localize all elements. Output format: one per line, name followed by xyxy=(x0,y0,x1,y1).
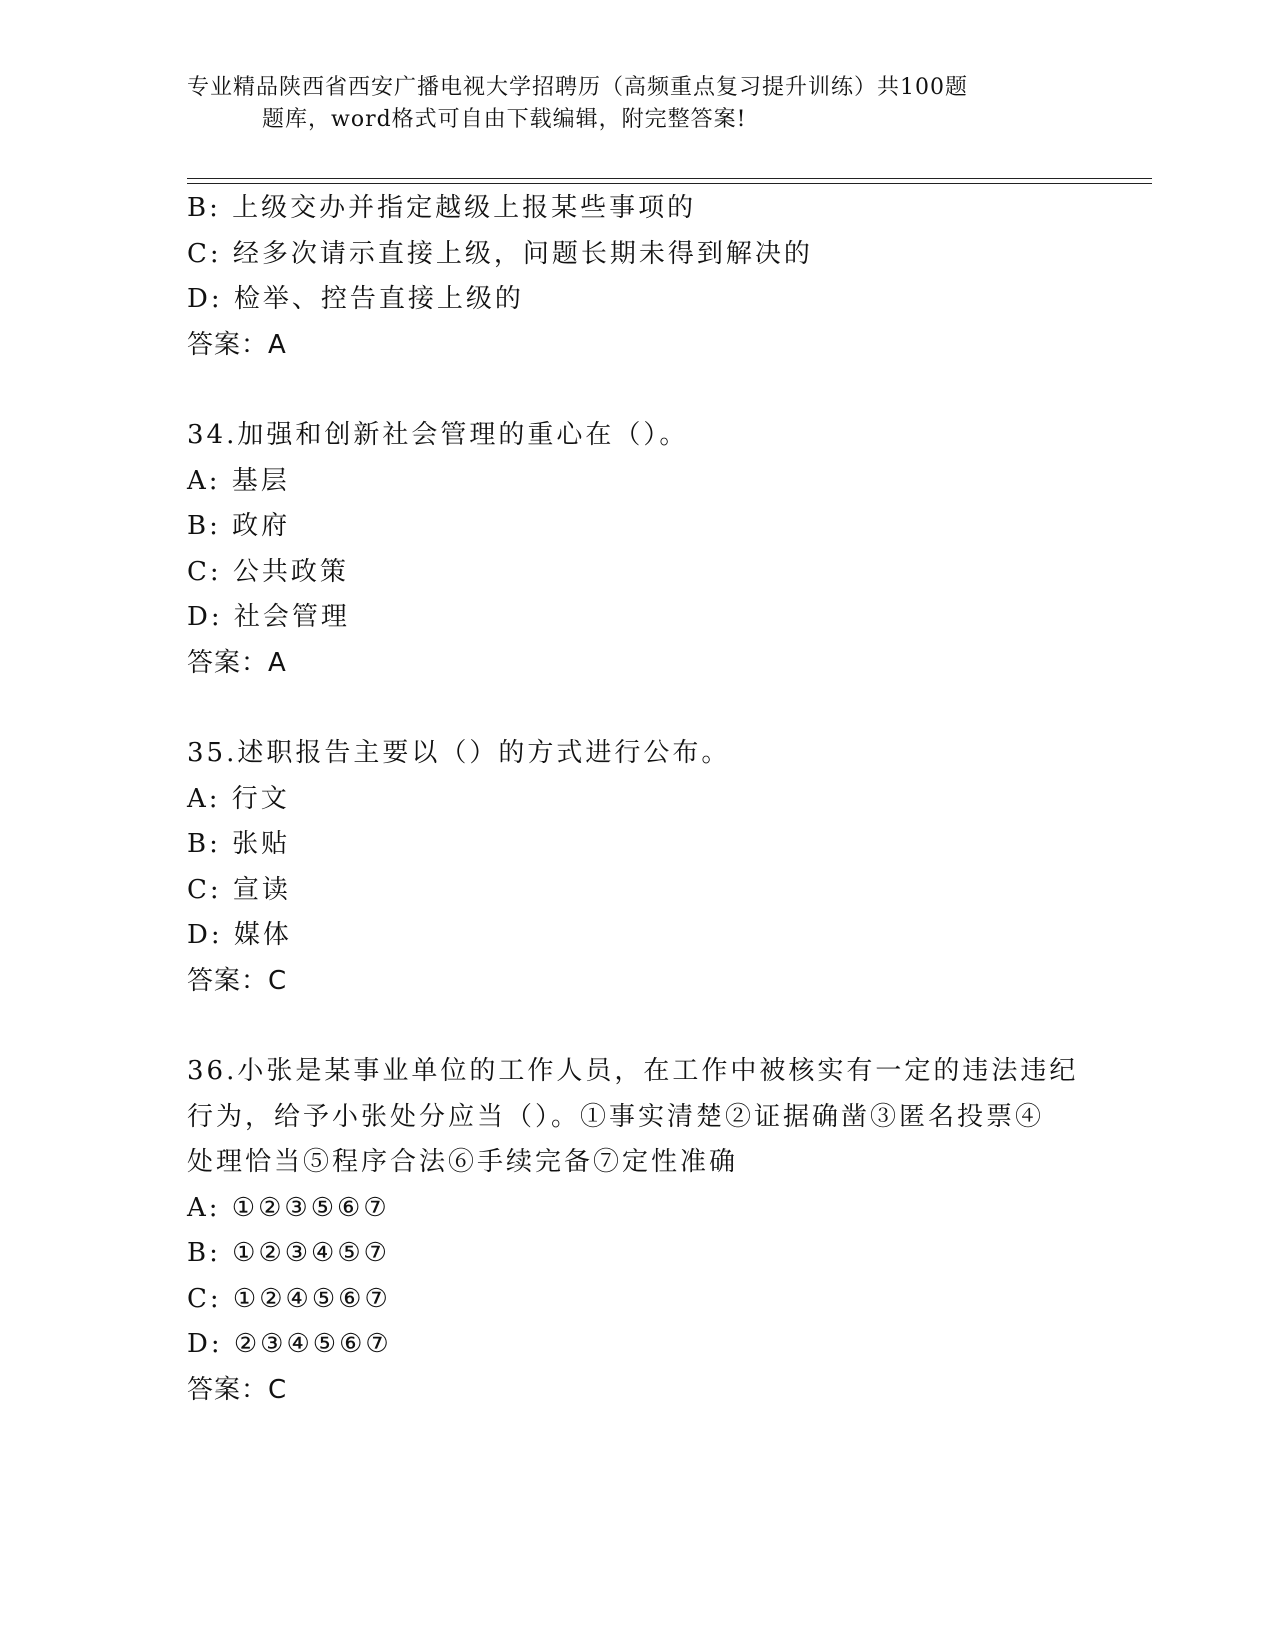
answer-line: 答案：A xyxy=(187,329,287,360)
document-title-line-1: 专业精品陕西省西安广播电视大学招聘历（高频重点复习提升训练）共100题 xyxy=(187,75,968,100)
header-divider-bottom xyxy=(187,183,1152,184)
question-list xyxy=(187,186,1087,1413)
option-a: A: 行文 xyxy=(187,783,290,814)
option-c: C: 经多次请示直接上级，问题长期未得到解决的 xyxy=(187,238,813,269)
question-stem-line-2: 行为，给予小张处分应当（）。①事实清楚②证据确凿③匿名投票④ xyxy=(187,1101,1045,1132)
option-b: B: ①②③④⑤⑦ xyxy=(187,1238,390,1268)
option-c: C: 宣读 xyxy=(187,874,291,905)
option-d: D: ②③④⑤⑥⑦ xyxy=(187,1329,392,1359)
option-b: B: 政府 xyxy=(187,511,291,541)
answer-line: 答案：C xyxy=(187,965,288,996)
question-36 xyxy=(187,1049,1087,1413)
option-a: A: ①②③⑤⑥⑦ xyxy=(187,1192,390,1223)
option-b: B: 上级交办并指定越级上报某些事项的 xyxy=(187,193,697,223)
document-title-line-2: 题库，word格式可自由下载编辑，附完整答案! xyxy=(262,107,747,132)
question-stem-line-1: 36.小张是某事业单位的工作人员，在工作中被核实有一定的违法违纪 xyxy=(187,1056,1079,1086)
question-stem-line-3: 处理恰当⑤程序合法⑥手续完备⑦定性准确 xyxy=(187,1147,739,1177)
option-c: C: 公共政策 xyxy=(187,556,349,587)
question-stem: 35.述职报告主要以（）的方式进行公布。 xyxy=(187,738,731,768)
option-a: A: 基层 xyxy=(187,465,290,496)
option-d: D: 社会管理 xyxy=(187,602,350,632)
option-d: D: 检举、控告直接上级的 xyxy=(187,284,524,314)
option-c: C: ①②④⑤⑥⑦ xyxy=(187,1283,391,1314)
header-divider-top xyxy=(187,178,1152,179)
option-d: D: 媒体 xyxy=(187,920,292,950)
question-34 xyxy=(187,413,1087,686)
option-b: B: 张贴 xyxy=(187,829,291,859)
question-stem: 34.加强和创新社会管理的重心在（）。 xyxy=(187,420,689,450)
question-35 xyxy=(187,731,1087,1004)
question-33-continued xyxy=(187,186,1087,368)
answer-line: 答案：C xyxy=(187,1374,288,1405)
answer-line: 答案：A xyxy=(187,647,287,678)
